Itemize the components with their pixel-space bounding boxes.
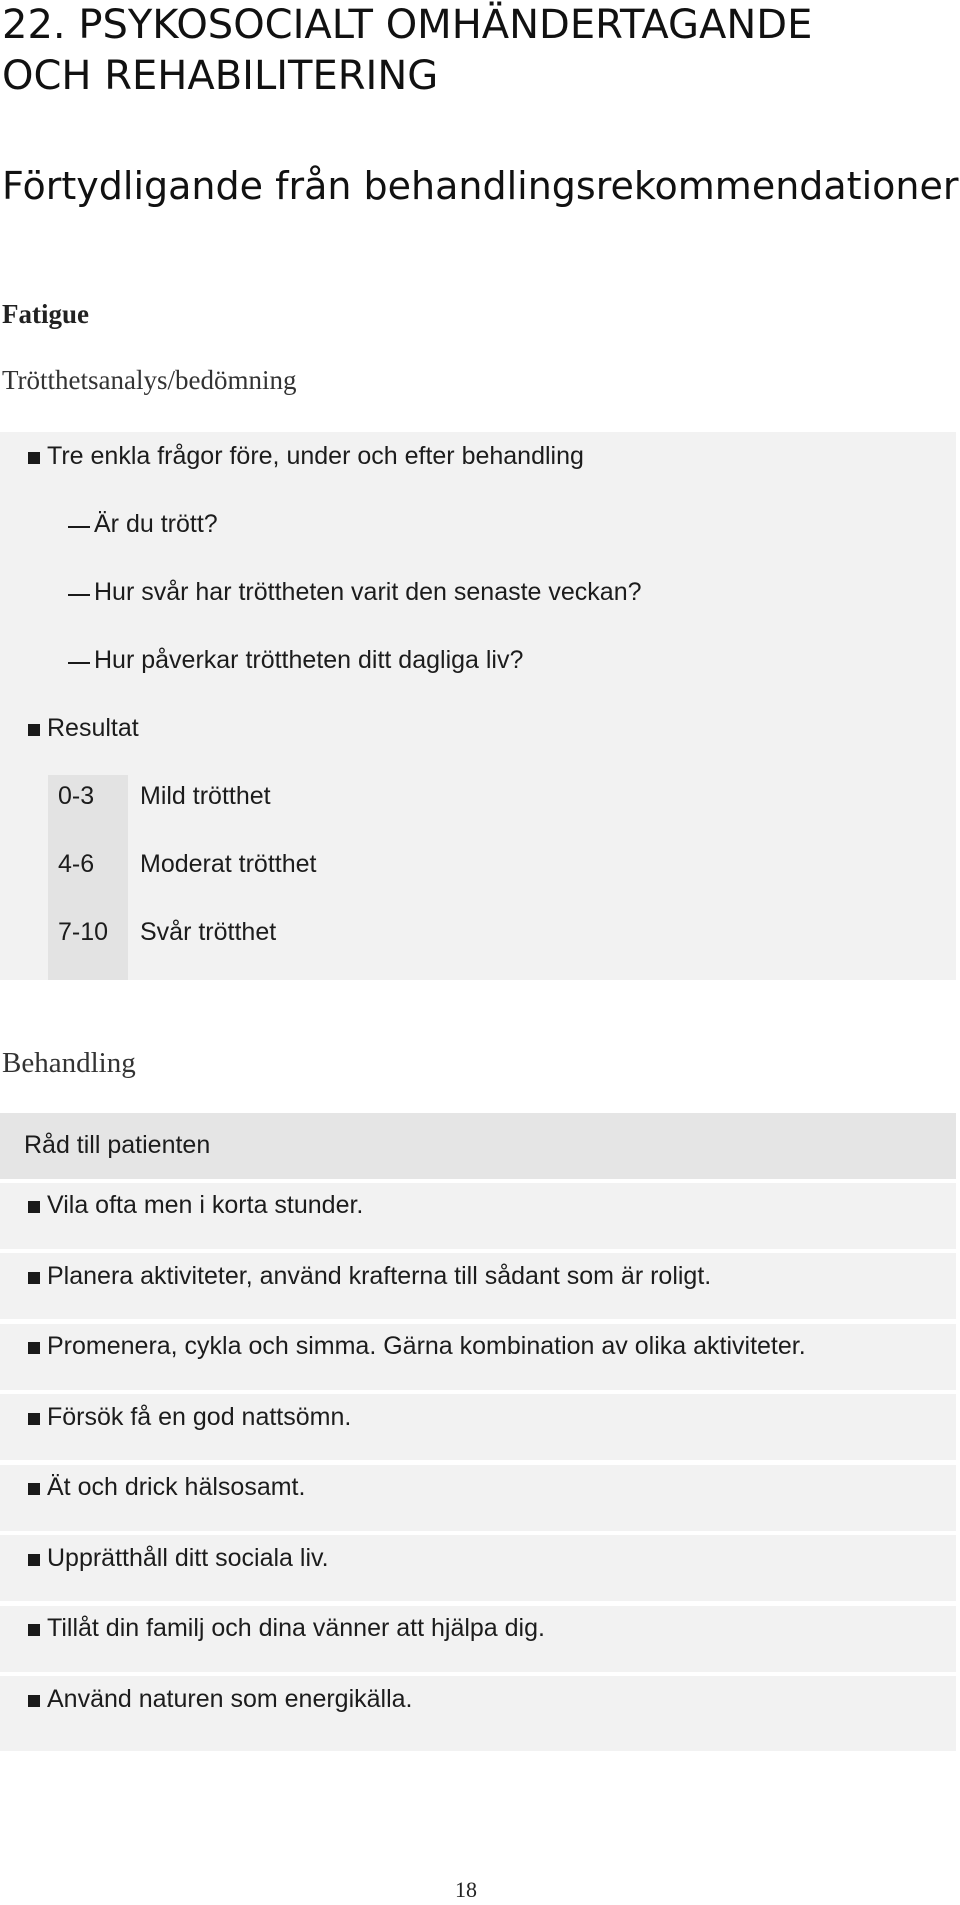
bullet-questions: Tre enkla frågor före, under och efter behandling [47,442,584,470]
section-subheading-analysis: Trötthetsanalys/bedömning [2,365,297,395]
question-item: Är du trött? [94,510,218,538]
advice-item: Ät och drick hälsosamt. [47,1473,306,1501]
page-title [2,0,812,102]
bullet-result: Resultat [47,714,139,742]
advice-item: Promenera, cykla och simma. Gärna kombination av olika aktiviteter. [47,1332,806,1360]
advice-item: Planera aktiviteter, använd krafterna till sådant som är roligt. [47,1262,712,1290]
title-line-1: 22. PSYKOSOCIALT OMHÄNDERTAGANDE [2,2,813,48]
bullet-square-icon [28,1413,40,1425]
advice-item: Försök få en god nattsömn. [47,1403,352,1431]
question-item: Hur svår har tröttheten varit den senaste veckan? [94,578,642,606]
result-range: 0-3 [58,782,95,810]
dash-icon [68,662,90,664]
result-label: Mild trötthet [140,782,271,810]
bullet-square-icon [28,1342,40,1354]
result-label: Svår trötthet [140,918,277,946]
page-number: 18 [455,1877,477,1902]
advice-item: Upprätthåll ditt sociala liv. [47,1544,329,1572]
bullet-square-icon [28,1624,40,1636]
section-heading-behandling: Behandling [2,1047,136,1079]
advice-item: Vila ofta men i korta stunder. [47,1191,364,1219]
result-range: 4-6 [58,850,95,878]
advice-item: Tillåt din familj och dina vänner att hjälpa dig. [47,1614,545,1642]
bullet-square-icon [28,1483,40,1495]
question-item: Hur påverkar tröttheten ditt dagliga liv? [94,646,524,674]
section-heading-fatigue: Fatigue [2,299,89,329]
dash-icon [68,526,90,528]
bullet-square-icon [28,452,40,464]
dash-icon [68,594,90,596]
bullet-square-icon [28,724,40,736]
page-subtitle: Förtydligande från behandlingsrekommendationer [2,164,959,208]
result-label: Moderat trötthet [140,850,317,878]
result-range: 7-10 [58,918,109,946]
bullet-square-icon [28,1695,40,1707]
bullet-square-icon [28,1554,40,1566]
title-line-2: OCH REHABILITERING [2,53,439,99]
advice-item: Använd naturen som energikälla. [47,1685,413,1713]
bullet-square-icon [28,1272,40,1284]
bullet-square-icon [28,1201,40,1213]
advice-header: Råd till patienten [24,1131,211,1159]
